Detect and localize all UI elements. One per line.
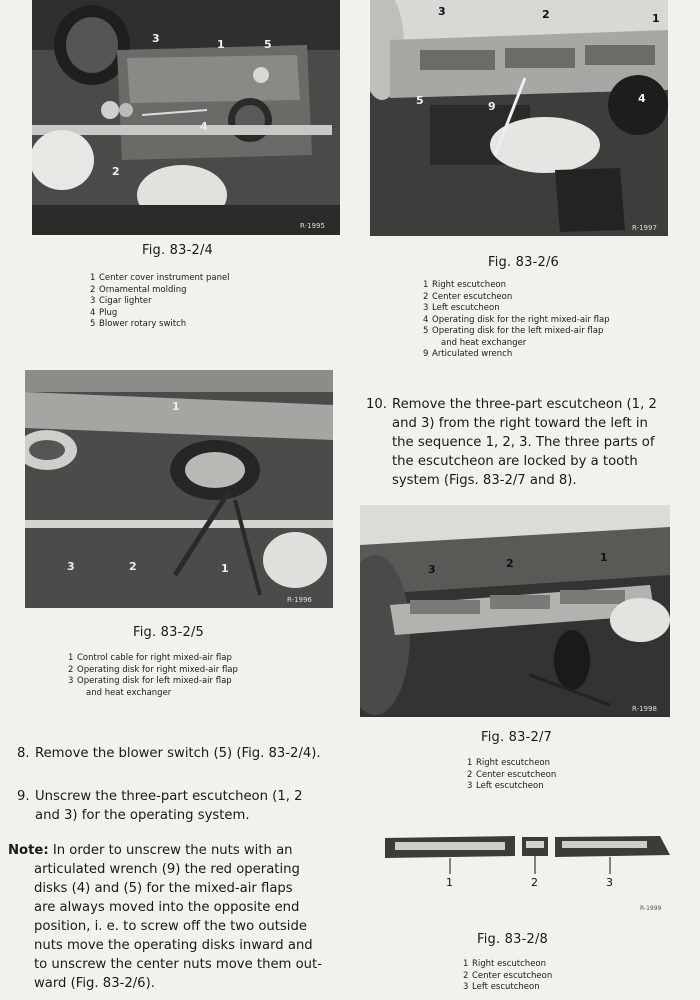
legend-text: Articulated wrench [432, 349, 513, 359]
note [8, 841, 348, 993]
photo-fig-83-2-4 [32, 0, 340, 235]
legend-text: Ornamental molding [99, 284, 187, 295]
legend-item [423, 280, 610, 292]
legend-key: 4 [90, 307, 96, 318]
legend-item [463, 982, 552, 994]
fig-83-2-6-caption: Fig. 83-2/6 [488, 255, 560, 270]
text-line: are always moved into the opposite end [34, 900, 300, 915]
photo-fig-83-2-6-drawing [370, 0, 668, 236]
legend-item [68, 688, 238, 700]
legend-text: Control cable for right mixed-air flap [77, 653, 232, 663]
legend-key: 1 [463, 959, 469, 969]
fig-83-2-5-callout-1b: 1 [221, 562, 229, 575]
step-9 [17, 787, 347, 825]
fig-83-2-5-legend [68, 653, 238, 699]
fig-83-2-5-callout-3: 3 [67, 560, 75, 573]
legend-text: Operating disk for right mixed-air flap [77, 664, 238, 675]
legend-key: 3 [467, 781, 473, 791]
legend-item [467, 758, 556, 770]
fig-83-2-7-callout-1: 1 [600, 551, 608, 564]
step-8 [17, 744, 347, 763]
legend-item [90, 319, 230, 331]
legend-key: 5 [90, 319, 96, 329]
fig-83-2-4-callout-4: 4 [200, 120, 208, 133]
fig-83-2-7-ref: R-1998 [632, 705, 657, 713]
fig-83-2-7-legend [467, 758, 556, 793]
legend-key: 3 [68, 676, 74, 686]
step-8-number: 8. [17, 746, 30, 761]
step-8-text [17, 744, 347, 763]
fig-83-2-8-callout-1: 1 [446, 876, 453, 889]
fig-83-2-7-callout-3: 3 [428, 563, 436, 576]
legend-text: Left escutcheon [432, 303, 500, 313]
photo-fig-83-2-5 [25, 370, 333, 608]
legend-item [68, 653, 238, 665]
text-line: ward (Fig. 83-2/6). [34, 976, 155, 991]
text-line: to unscrew the center nuts move them out- [34, 957, 322, 972]
text-line: disks (4) and (5) for the mixed-air flaps [34, 881, 293, 896]
legend-item [423, 326, 610, 338]
fig-83-2-4-legend [90, 273, 230, 331]
legend-text: Cigar lighter [99, 296, 152, 306]
fig-83-2-6-callout-4: 4 [638, 92, 646, 105]
fig-83-2-6-callout-5: 5 [416, 94, 424, 107]
legend-key: 3 [423, 303, 429, 313]
legend-item [90, 285, 230, 297]
fig-83-2-5-ref: R-1996 [287, 596, 312, 604]
legend-text: Plug [99, 307, 118, 318]
legend-key: 1 [68, 653, 74, 663]
step-10 [366, 395, 686, 490]
legend-text: Left escutcheon [476, 781, 544, 791]
photo-fig-83-2-6 [370, 0, 668, 236]
legend-text: and heat exchanger [86, 687, 172, 698]
fig-83-2-7-caption: Fig. 83-2/7 [481, 730, 553, 745]
legend-item [68, 676, 238, 688]
text-line: and 3) for the operating system. [35, 808, 250, 823]
fig-83-2-4-callout-5: 5 [264, 38, 272, 51]
step-10-number: 10. [366, 397, 387, 412]
legend-text: Blower rotary switch [99, 319, 187, 329]
fig-83-2-4-ref: R-1995 [300, 222, 325, 230]
photo-fig-83-2-4-drawing [32, 0, 340, 235]
legend-text: Left escutcheon [472, 982, 540, 992]
fig-83-2-4-caption: Fig. 83-2/4 [142, 243, 214, 258]
fig-83-2-8-caption: Fig. 83-2/8 [477, 932, 549, 947]
step-9-text [17, 787, 347, 825]
note-first-text: In order to unscrew the nuts with an [52, 843, 293, 858]
legend-text: Center cover instrument panel [99, 273, 230, 283]
fig-83-2-6-callout-2: 2 [542, 8, 550, 21]
fig-83-2-4-callout-3: 3 [152, 32, 160, 45]
legend-item [423, 349, 610, 361]
legend-text: Center escutcheon [432, 291, 513, 302]
fig-83-2-8-legend [463, 959, 552, 994]
fig-83-2-8-ref: R-1999 [640, 905, 662, 912]
legend-item [423, 338, 610, 350]
fig-83-2-6-ref: R-1997 [632, 224, 657, 232]
note-first-line [8, 841, 348, 860]
text-line: articulated wrench (9) the red operating [34, 862, 300, 877]
fig-83-2-6-callout-3: 3 [438, 5, 446, 18]
legend-key: 2 [423, 291, 429, 302]
legend-key: 2 [90, 284, 96, 295]
legend-text: and heat exchanger [441, 337, 527, 348]
note-text [8, 860, 348, 993]
text-line: position, i. e. to screw off the two outside [34, 919, 307, 934]
legend-item [463, 959, 552, 971]
text-line: the sequence 1, 2, 3. The three parts of [392, 435, 655, 450]
legend-key: 2 [467, 769, 473, 780]
drawing-fig-83-2-8 [380, 828, 670, 898]
legend-item [90, 308, 230, 320]
legend-key: 2 [463, 970, 469, 981]
legend-key: 3 [90, 296, 96, 306]
legend-item [90, 273, 230, 285]
legend-item [463, 971, 552, 983]
legend-key: 1 [423, 280, 429, 290]
legend-item [90, 296, 230, 308]
legend-item [68, 665, 238, 677]
text-line: the escutcheon are locked by a tooth [392, 454, 638, 469]
legend-key: 1 [467, 758, 473, 768]
fig-83-2-5-caption: Fig. 83-2/5 [133, 625, 205, 640]
legend-item [423, 315, 610, 327]
legend-key: 4 [423, 314, 429, 325]
legend-text: Right escutcheon [432, 280, 507, 290]
fig-83-2-8-callout-3: 3 [606, 876, 613, 889]
step-9-number: 9. [17, 789, 30, 804]
legend-key: 2 [68, 664, 74, 675]
step-10-text [366, 395, 686, 490]
text-line: Remove the three-part escutcheon (1, 2 [392, 397, 657, 412]
fig-83-2-6-callout-1: 1 [652, 12, 660, 25]
legend-key: 9 [423, 349, 429, 359]
text-line: Remove the blower switch (5) (Fig. 83-2/4). [35, 746, 321, 761]
fig-83-2-8-callout-2: 2 [531, 876, 538, 889]
legend-text: Operating disk for left mixed-air flap [77, 676, 232, 686]
legend-text: Operating disk for the right mixed-air flap [432, 314, 610, 325]
photo-fig-83-2-7 [360, 505, 670, 717]
legend-text: Right escutcheon [472, 959, 547, 969]
legend-key: 3 [463, 982, 469, 992]
fig-83-2-4-callout-1: 1 [217, 38, 225, 51]
text-line: nuts move the operating disks inward and [34, 938, 313, 953]
text-line: Unscrew the three-part escutcheon (1, 2 [35, 789, 303, 804]
fig-83-2-6-legend [423, 280, 610, 361]
fig-83-2-4-callout-2: 2 [112, 165, 120, 178]
fig-83-2-5-callout-2: 2 [129, 560, 137, 573]
legend-key: 5 [423, 326, 429, 336]
text-line: and 3) from the right toward the left in [392, 416, 648, 431]
legend-item [467, 781, 556, 793]
photo-fig-83-2-7-drawing [360, 505, 670, 717]
legend-text: Center escutcheon [472, 970, 553, 981]
text-line: system (Figs. 83-2/7 and 8). [392, 473, 577, 488]
legend-text: Center escutcheon [476, 769, 557, 780]
legend-item [467, 770, 556, 782]
legend-item [423, 303, 610, 315]
fig-83-2-6-callout-9: 9 [488, 100, 496, 113]
drawing-fig-83-2-8-drawing [380, 828, 670, 898]
legend-key: 1 [90, 273, 96, 283]
legend-text: Operating disk for the left mixed-air flap [432, 326, 604, 336]
legend-item [423, 292, 610, 304]
fig-83-2-7-callout-2: 2 [506, 557, 514, 570]
legend-text: Right escutcheon [476, 758, 551, 768]
note-label: Note: [8, 843, 49, 858]
fig-83-2-5-callout-1: 1 [172, 400, 180, 413]
